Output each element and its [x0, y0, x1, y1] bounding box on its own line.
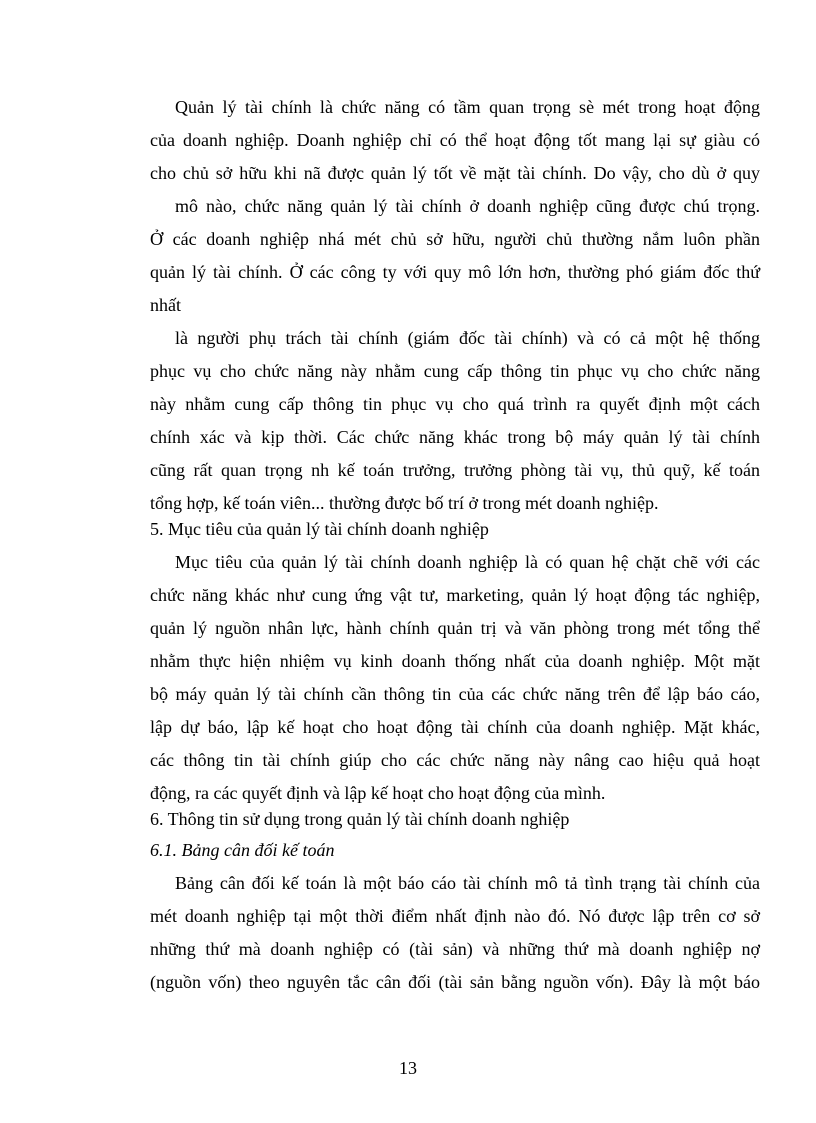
page-number: 13 — [399, 1058, 417, 1078]
paragraph-line: của doanh nghiệp. Doanh nghiệp chỉ có thể hoạt động tốt mang lại sự giàu có — [150, 130, 760, 150]
paragraph-line: nhất — [150, 295, 181, 315]
paragraph-line: bộ máy quản lý tài chính cần thông tin của các chức năng trên để lập báo cáo, — [150, 684, 760, 704]
paragraph-line: này nhằm cung cấp thông tin phục vụ cho quá trình ra quyết định một cách — [150, 394, 760, 414]
paragraph-line: Mục tiêu của quản lý tài chính doanh nghiệp là có quan hệ chặt chẽ với các — [175, 552, 760, 572]
paragraph-line: cũng rất quan trọng nh kế toán trưởng, trưởng phòng tài vụ, thủ quỹ, kế toán — [150, 460, 760, 480]
paragraph-line: chính xác và kịp thời. Các chức năng khác trong bộ máy quản lý tài chính — [150, 427, 760, 447]
paragraph-line: mô nào, chức năng quản lý tài chính ở doanh nghiệp cũng được chú trọng. — [175, 196, 760, 216]
paragraph-line: phục vụ cho chức năng này nhằm cung cấp thông tin phục vụ cho chức năng — [150, 361, 760, 381]
paragraph-line: chức năng khác như cung ứng vật tư, marketing, quản lý hoạt động tác nghiệp, — [150, 585, 760, 605]
paragraph-line: nhằm thực hiện nhiệm vụ kinh doanh thống nhất của doanh nghiệp. Một mặt — [150, 651, 760, 671]
paragraph-line: cho chủ sở hữu khi nã được quản lý tốt về mặt tài chính. Do vậy, cho dù ở quy — [150, 163, 760, 183]
paragraph-line: quản lý tài chính. Ở các công ty với quy mô lớn hơn, thường phó giám đốc thứ — [150, 262, 760, 282]
paragraph-line: (nguồn vốn) theo nguyên tắc cân đối (tài sản bằng nguồn vốn). Đây là một báo — [150, 972, 760, 992]
paragraph-line: Ở các doanh nghiệp nhá mét chủ sở hữu, người chủ thường nắm luôn phần — [150, 229, 760, 249]
paragraph-line: các thông tin tài chính giúp cho các chức năng này nâng cao hiệu quả hoạt — [150, 750, 760, 770]
paragraph-line: là người phụ trách tài chính (giám đốc tài chính) và có cả một hệ thống — [175, 328, 760, 348]
paragraph-line: tổng hợp, kế toán viên... thường được bố trí ở trong mét doanh nghiệp. — [150, 493, 659, 513]
paragraph-line: động, ra các quyết định và lập kế hoạt cho hoạt động của mình. — [150, 783, 606, 803]
section-heading: 6. Thông tin sử dụng trong quản lý tài chính doanh nghiệp — [150, 809, 570, 829]
paragraph-line: những thứ mà doanh nghiệp có (tài sản) và những thứ mà doanh nghiệp nợ — [150, 939, 760, 959]
paragraph-line: quản lý nguồn nhân lực, hành chính quản trị và văn phòng trong mét tổng thể — [150, 618, 760, 638]
paragraph-line: Bảng cân đối kế toán là một báo cáo tài chính mô tả tình trạng tài chính của — [175, 873, 760, 893]
subsection-heading: 6.1. Bảng cân đối kế toán — [150, 840, 335, 860]
paragraph-line: mét doanh nghiệp tại một thời điểm nhất định nào đó. Nó được lập trên cơ sở — [150, 906, 760, 926]
section-heading: 5. Mục tiêu của quản lý tài chính doanh nghiệp — [150, 519, 489, 539]
paragraph-line: Quản lý tài chính là chức năng có tầm quan trọng sè mét trong hoạt động — [175, 97, 760, 117]
paragraph-line: lập dự báo, lập kế hoạt cho hoạt động tài chính của doanh nghiệp. Mặt khác, — [150, 717, 760, 737]
